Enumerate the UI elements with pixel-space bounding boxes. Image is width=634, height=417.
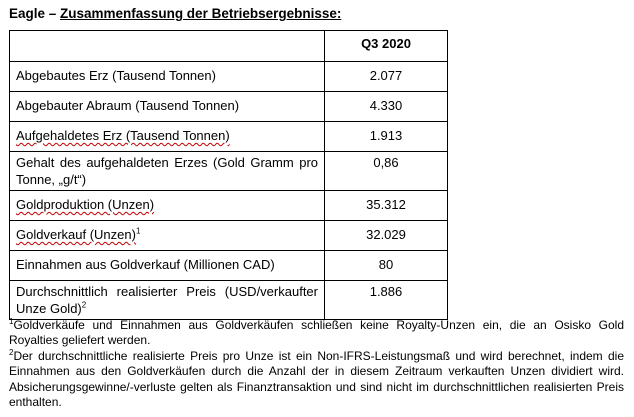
table-row [10, 92, 448, 122]
row-value: 32.029 [325, 221, 448, 251]
footnote-text: Goldverkäufe und Einnahmen aus Goldverkäufen schließen keine Royalty-Unzen ein, die an Osisko Gold Royalties geliefert werden. [9, 318, 624, 348]
header-period-cell: Q3 2020 [325, 31, 448, 62]
footnote-text: Der durchschnittliche realisierte Preis pro Unze ist ein Non-IFRS-Leistungsmaß und wird berechnet, indem die Einnahmen aus den Goldverkäufen durch die Anzahl der in diesem Zeitraum verkauften Unzen dividiert wird. Absicherungsgewinne/-verluste gelten als Finanztransaktion und sind nicht im durchschnittlichen realisierten Preis enthalten. [9, 348, 624, 410]
footnote-1 [9, 318, 624, 349]
row-label [10, 221, 325, 251]
footnote-mark: 2 [9, 347, 14, 357]
footnote-mark: 1 [9, 317, 14, 326]
table-row [10, 251, 448, 281]
row-value: 1.886 [325, 281, 448, 320]
row-label: Abgebauter Abraum (Tausend Tonnen) [10, 92, 325, 122]
table-row [10, 191, 448, 221]
row-label: Abgebautes Erz (Tausend Tonnen) [10, 62, 325, 92]
row-label: Gehalt des aufgehaldeten Erzes (Gold Gramm pro Tonne, „g/t“) [10, 152, 325, 191]
row-label [10, 122, 325, 152]
row-label-text: Goldproduktion (Unzen) [16, 197, 155, 212]
table-row [10, 62, 448, 92]
title-prefix: Eagle – [9, 6, 61, 21]
row-value: 80 [325, 251, 448, 281]
row-value: 35.312 [325, 191, 448, 221]
row-label: Einnahmen aus Goldverkauf (Millionen CAD) [10, 251, 325, 281]
header-label-cell [10, 31, 325, 62]
footnote-ref: 1 [135, 226, 141, 236]
row-value: 2.077 [325, 62, 448, 92]
row-label-text: Durchschnittlich realisierter Preis (USD/verkaufter Unze Gold) [16, 284, 318, 316]
table-row [10, 281, 448, 320]
row-value: 0,86 [325, 152, 448, 191]
row-label [10, 191, 325, 221]
row-label-text: Goldverkauf (Unzen) [16, 227, 136, 242]
footnotes [9, 318, 624, 410]
title-underlined: Zusammenfassung der Betriebsergebnisse: [60, 6, 342, 21]
table-row [10, 122, 448, 152]
row-label-text: Aufgehaldetes Erz (Tausend Tonnen) [16, 128, 230, 143]
operating-results-table [9, 30, 448, 320]
footnote-ref: 2 [81, 300, 87, 310]
row-value: 4.330 [325, 92, 448, 122]
document-title [9, 6, 341, 21]
row-value: 1.913 [325, 122, 448, 152]
table-row [10, 152, 448, 191]
table-row [10, 221, 448, 251]
table-header-row [10, 31, 448, 62]
footnote-2 [9, 349, 624, 411]
row-label [10, 281, 325, 320]
